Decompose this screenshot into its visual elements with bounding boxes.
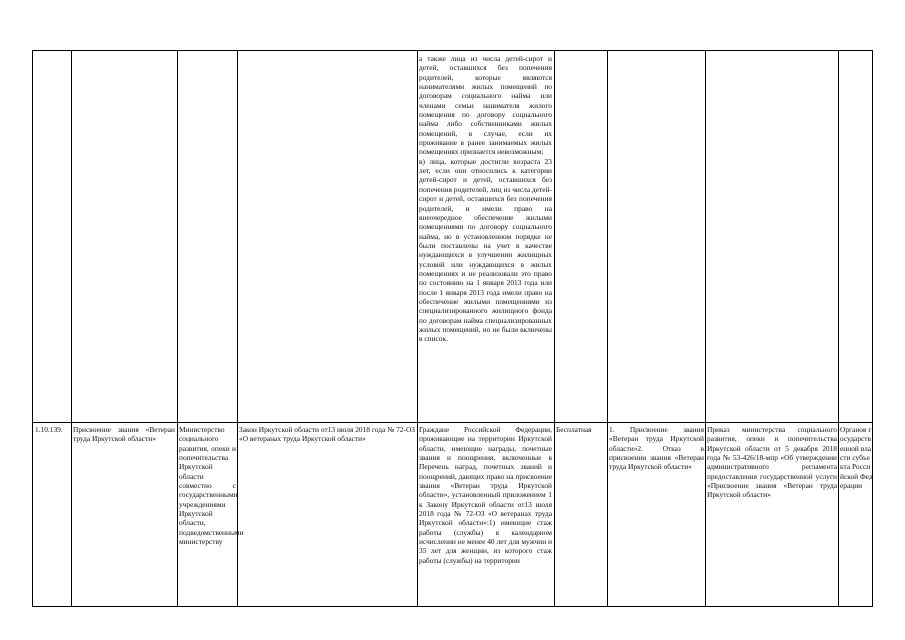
continued-recipients-item-c: в) лица, которые достигли возраста 23 лет, если они относились к категории детей-сирот и детей, оставшихся без попечения родителей, лиц из числа детей-сирот и детей, оставшихся без попечения родителей, и имели право на внеочередное обеспечение жилыми помещениями по договору социального найма, но в установленном порядке не были поставлены на учет в качестве нуждающихся в улучшении жилищных условий или нуждающихся в жилых помещениях и не реализовали это право по состоянию на 1 января 2013 года или после 1 января 2013 года имели право на обеспечение жилыми помещениями из специализированного жилищного фонда по договорам найма специализированных жилых помещений, но не были включены в список. [419, 156, 552, 344]
agency-text: Министерство социального развития, опеки и попечительства Иркутской области совместно с государственными учреждениями Иркутской области, подведомственными министерству [179, 425, 244, 547]
service-number: 1.10.139. [35, 425, 63, 434]
column-divider [705, 51, 706, 606]
results-text: 1. Присвоение звания «Ветеран труда Иркутской области»2. Отказ в присвоении звания «Ветеран труда Иркутской области» [609, 425, 704, 472]
services-table [32, 50, 873, 607]
law-text: Закон Иркутской области от13 июля 2018 года № 72-ОЗ «О ветеранах труда Иркутской области» [239, 425, 415, 444]
recipients-cell [419, 425, 552, 607]
row-divider [33, 422, 872, 423]
authority-cell [840, 425, 873, 490]
service-name: Присвоение звания «Ветеран труда Иркутской области» [73, 425, 175, 444]
column-divider [607, 51, 608, 606]
column-divider [177, 51, 178, 606]
column-divider [237, 51, 238, 606]
continued-recipients-text: а также лица из числа детей-сирот и детей, оставшихся без попечения родителей, которые являются нанимателями жилых помещений по договорам социального найма или членами семьи нанимателя жилого помещения по договору социального найма либо собственниками жилых помещений, в случае, если их проживание в ранее занимаемых жилых помещениях признается невозможным; [419, 54, 552, 157]
column-divider [417, 51, 418, 606]
authority-text: Органов государственной власти субъекта Российской Федерации [840, 425, 873, 491]
law-cell [239, 425, 415, 444]
service-name-cell [73, 425, 175, 444]
column-divider [71, 51, 72, 606]
recipients-text: Граждане Российской Федерации, проживающие на территории Иркутской области, имеющие награды, почетные звания и поощрения, включенные в Перечень наград, почетных званий и поощрений, дающих право на присвоение звания «Ветеран труда Иркутской области», установленный приложением 1 к Закону Иркутской области от13 июля 2018 года № 72-ОЗ «О ветеранах труда Иркутской области»:1) имеющие стаж работы (службы) в календарном исчислении не менее 40 лет для мужчин и 35 лет для женщин, из которого стаж работы (службы) на территории [419, 425, 552, 565]
regulation-text: Приказ министерства социального развития, опеки и попечительства Иркутской области от 5 декабря 2018 года № 53-426/18-мпр «Об утверждении административного регламента предоставления государственной услуги «Присвоение звания «Ветеран труда Иркутской области» [707, 425, 837, 500]
regulation-cell [707, 425, 837, 500]
fee-text: Бесплатная [556, 425, 592, 434]
service-number-cell [35, 425, 70, 434]
column-divider [554, 51, 555, 606]
continued-recipients-cell [419, 54, 552, 421]
agency-cell [179, 425, 244, 607]
column-divider [838, 51, 839, 606]
fee-cell [556, 425, 606, 434]
results-cell [609, 425, 704, 472]
